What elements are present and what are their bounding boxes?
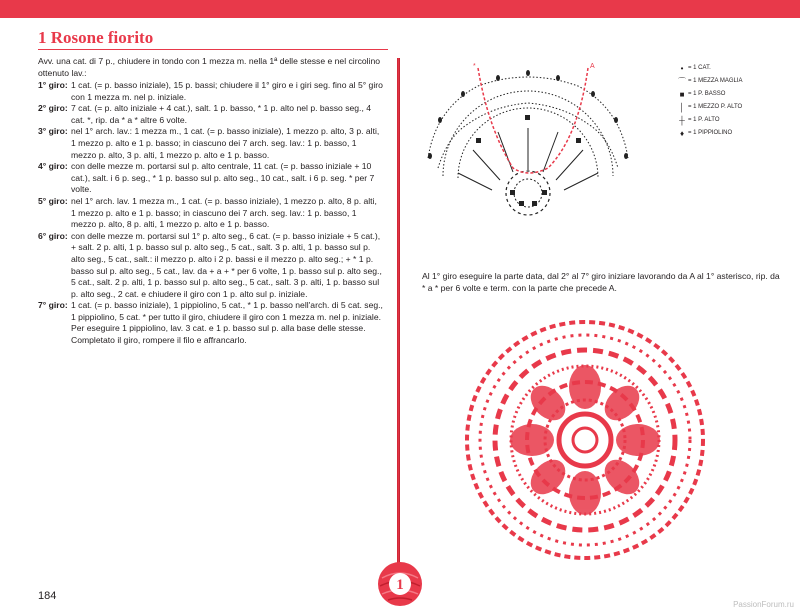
round-text: con delle mezze m. portarsi sul 1° p. alto seg., 6 cat. (= p. basso iniziale + 5 cat.), + salt. 2 p. alti, 1 p. basso sul p. alto seg., 5 cat., salt. 3 p. alti, 1 p. basso sul p. alto seg., 5 cat., salt.: il mezzo p. alto i 2 p. bassi e il mezzo p. alto seg.; + * 1 p. basso sul p. alto seg., 5 cat., lav. da + a + * per 6 volte, 1 p. basso sul p. alto seg., 5 cat., salt. 2 p. alti, 1 p. basso sul p. alto seg., 5 cat., salt. 3 p. alti, 1 p. basso sul p. alto seg., 2 cat. e chiudere il giro con 1 p. alto sul p. iniziale. <box>71 230 382 299</box>
legend-item <box>676 127 796 140</box>
double-crochet-icon: ┼ <box>679 116 685 125</box>
slip-stitch-icon: ⌒ <box>678 77 686 86</box>
top-color-band <box>0 0 800 18</box>
round-text: 1 cat. (= p. basso iniziale), 1 pippiolino, 5 cat., * 1 p. basso nell'arch. di 5 cat. seg., 1 pippiolino, 5 cat. * per tutto il giro, chiudere il giro con 1 mezza m. nel p. iniziale. <box>71 300 383 322</box>
chart-note: Al 1° giro eseguire la parte data, dal 2° al 7° giro iniziare lavorando da A al 1° asterisco, rip. da * a * per 6 volte e term. con la parte che precede A. <box>422 271 780 293</box>
round-6 <box>38 231 383 301</box>
round-7 <box>38 300 383 346</box>
legend-label: = 1 MEZZA MAGLIA <box>688 78 743 84</box>
legend-item <box>676 101 796 114</box>
legend-label: = 1 PIPPIOLINO <box>688 130 733 136</box>
page-number: 184 <box>38 590 57 602</box>
legend-item <box>676 88 796 101</box>
half-double-icon: │ <box>679 103 685 112</box>
round-label: 3° giro: <box>38 126 68 137</box>
round-2 <box>38 103 383 126</box>
yarn-ball-badge <box>376 560 424 608</box>
svg-text:*: * <box>473 63 476 70</box>
round-3 <box>38 126 383 161</box>
page-title: 1 Rosone fiorito <box>38 28 154 47</box>
round-1 <box>38 80 383 103</box>
rounds-list <box>38 80 383 347</box>
round-text: nel 1° arch. lav.: 1 mezza m., 1 cat. (= p. basso iniziale), 1 mezzo p. alto, 3 p. alti, 1 mezzo p. alto e 1 p. basso; in ciascuno dei 7 arch. seg. lav.: 1 p. basso, 1 mezzo p. alto, 3 p. alti, 1 mezzo p. alto e 1 p. basso. <box>71 126 380 160</box>
watermark: PassionForum.ru <box>733 600 794 609</box>
legend-item <box>676 114 796 127</box>
picot-icon: ♦ <box>679 129 685 138</box>
title-underline <box>38 49 388 50</box>
round-label: 4° giro: <box>38 161 68 172</box>
doily-photo <box>460 315 710 565</box>
round-label: 2° giro: <box>38 103 68 114</box>
diagram-label-a: A <box>590 63 595 70</box>
legend-item <box>676 62 796 75</box>
legend-label: = 1 P. ALTO <box>688 117 720 123</box>
yarn-divider <box>397 58 400 568</box>
round-label: 1° giro: <box>38 80 68 90</box>
stitch-legend <box>676 62 796 140</box>
legend-item <box>676 75 796 88</box>
round-text: nel 1° arch. lav. 1 mezza m., 1 cat. (= p. basso iniziale), 1 mezzo p. alto, 8 p. alti, 1 mezzo p. alto e 1 p. basso; in ciascuno dei 7 arch. seg. lav.: 1 p. basso, 1 mezzo p. alto, 8 p. alti, 1 mezzo p. alto e 1 p. basso. <box>71 195 377 230</box>
round-label: 6° giro: <box>38 230 68 241</box>
legend-label: = 1 CAT. <box>688 65 711 71</box>
legend-label: = 1 MEZZO P. ALTO <box>688 104 743 110</box>
single-crochet-icon: ■ <box>679 90 685 99</box>
round-text: 7 cat. (= p. alto iniziale + 4 cat.), salt. 1 p. basso, * 1 p. alto nel p. basso seg., 4 cat. *, rip. da * a * altre 6 volte. <box>71 103 371 125</box>
round-5 <box>38 196 383 231</box>
round-label: 7° giro: <box>38 300 68 311</box>
intro-paragraph: Avv. una cat. di 7 p., chiudere in tondo con 1 mezza m. nella 1ª delle stesse e nel circolino ottenuto lav.: <box>38 56 381 78</box>
legend-label: = 1 P. BASSO <box>688 91 726 97</box>
round-text: con delle mezze m. portarsi sul p. alto centrale, 11 cat. (= p. basso iniziale + 10 cat.), salt. i 6 p. seg., * 1 p. basso sul p. alto seg., 10 cat., salt. i 6 p. seg. * per 7 volte. <box>71 161 375 195</box>
round-text: 1 cat. (= p. basso iniziale), 15 p. bassi; chiudere il 1° giro e i giri seg. fino al 5° giro con 1 mezza m. nel p. iniziale. <box>71 80 383 102</box>
round-4 <box>38 161 383 196</box>
chain-dot-icon: • <box>680 64 684 73</box>
badge-number: 1 <box>396 577 404 593</box>
round-text: Per eseguire 1 pippiolino, lav. 3 cat. e 1 p. basso sul p. alla base delle stesse. Completato il giro, rompere il filo e affrancarlo. <box>71 323 366 346</box>
crochet-chart <box>418 58 638 218</box>
round-label: 5° giro: <box>38 195 68 206</box>
